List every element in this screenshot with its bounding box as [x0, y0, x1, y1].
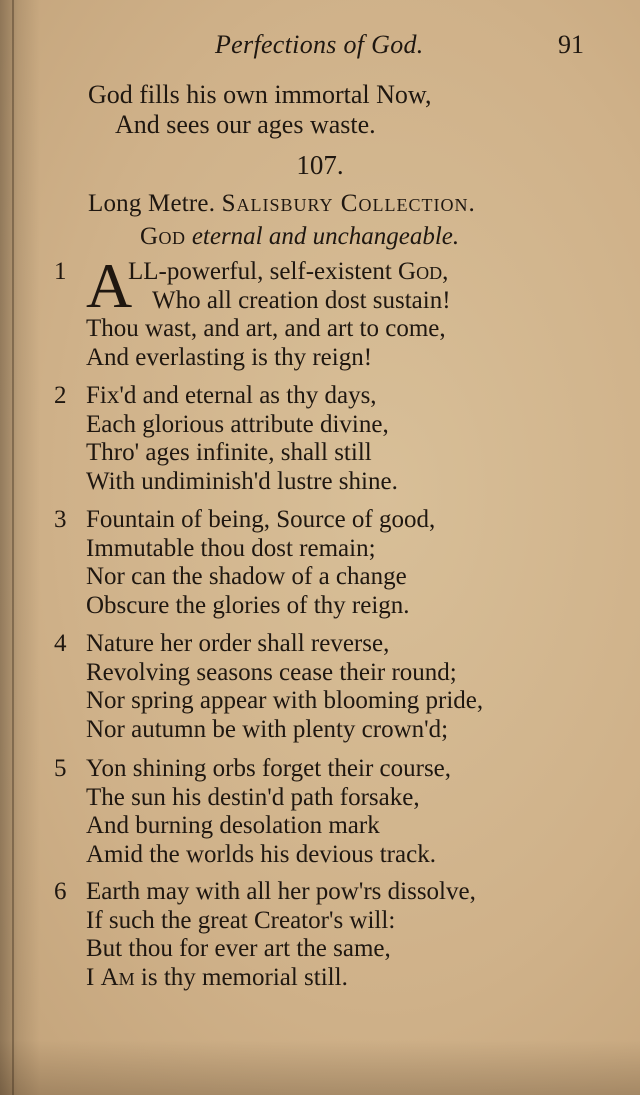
verse-line: Amid the worlds his devious track.: [86, 840, 436, 868]
verse-line: Yon shining orbs forget their course,: [86, 755, 452, 782]
verse-line: And burning desolation mark: [86, 812, 380, 839]
verse-line: [86, 964, 348, 993]
hymn-number: 107.: [296, 150, 344, 180]
stanza-number: 1: [54, 258, 67, 285]
verse-line: And everlasting is thy reign!: [86, 343, 373, 371]
verse-line: If such the great Creator's will:: [86, 906, 396, 934]
verse-line: Fix'd and eternal as thy days,: [86, 382, 377, 409]
hymn-source: Salisbury Collection.: [221, 190, 476, 217]
stanza-number: 3: [54, 506, 67, 533]
page-header: [0, 30, 640, 70]
hymn-meter-line: [88, 190, 476, 218]
verse-line: Nor spring appear with blooming pride,: [86, 687, 484, 714]
verse-line: Who all creation dost sustain!: [152, 286, 451, 314]
verse-line: Nature her order shall reverse,: [86, 630, 390, 657]
page-number: 91: [558, 30, 584, 59]
subject-rest: eternal and unchangeable.: [191, 223, 460, 250]
verse-line: Earth may with all her pow'rs dissolve,: [86, 878, 476, 905]
verse-line: Nor can the shadow of a change: [86, 563, 407, 590]
verse-line: Thou wast, and art, and art to come,: [86, 315, 446, 342]
hymn-meter: Long Metre.: [88, 190, 216, 217]
verse-line: But thou for ever art the same,: [86, 935, 391, 962]
verse-line-text: LL-powerful, self-existent: [128, 258, 392, 285]
verse-line-i: I: [86, 963, 95, 991]
previous-hymn-ending: [88, 80, 432, 140]
hymn-subject: [140, 223, 459, 251]
verse-line: With undiminish'd lustre shine.: [86, 467, 398, 495]
verse-line-am: Am: [100, 963, 135, 991]
verse-line: Revolving seasons cease their round;: [86, 658, 457, 686]
stanza-number: 4: [54, 630, 67, 657]
verse-line: Fountain of being, Source of good,: [86, 506, 436, 533]
verse-line: Obscure the glories of thy reign.: [86, 591, 410, 619]
verse-line: Immutable thou dost remain;: [86, 534, 376, 562]
verse-line-text: is thy memorial still.: [140, 963, 348, 991]
verse-line-god: God,: [398, 258, 449, 285]
stanza-number: 2: [54, 382, 67, 409]
stanza-number: 6: [54, 878, 67, 905]
verse-line: Nor autumn be with plenty crown'd;: [86, 715, 449, 743]
running-head: Perfections of God.: [215, 30, 424, 59]
verse-line: Each glorious attribute divine,: [86, 410, 389, 438]
verse-line: The sun his destin'd path forsake,: [86, 783, 420, 811]
verse-line: [128, 258, 448, 287]
stanza-number: 5: [54, 755, 67, 782]
drop-cap: A: [86, 250, 133, 321]
verse-line: And sees our ages waste.: [115, 110, 376, 139]
verse-line: God fills his own immortal Now,: [88, 80, 432, 109]
verse-line: Thro' ages infinite, shall still: [86, 439, 372, 466]
subject-lead: God: [140, 223, 186, 250]
